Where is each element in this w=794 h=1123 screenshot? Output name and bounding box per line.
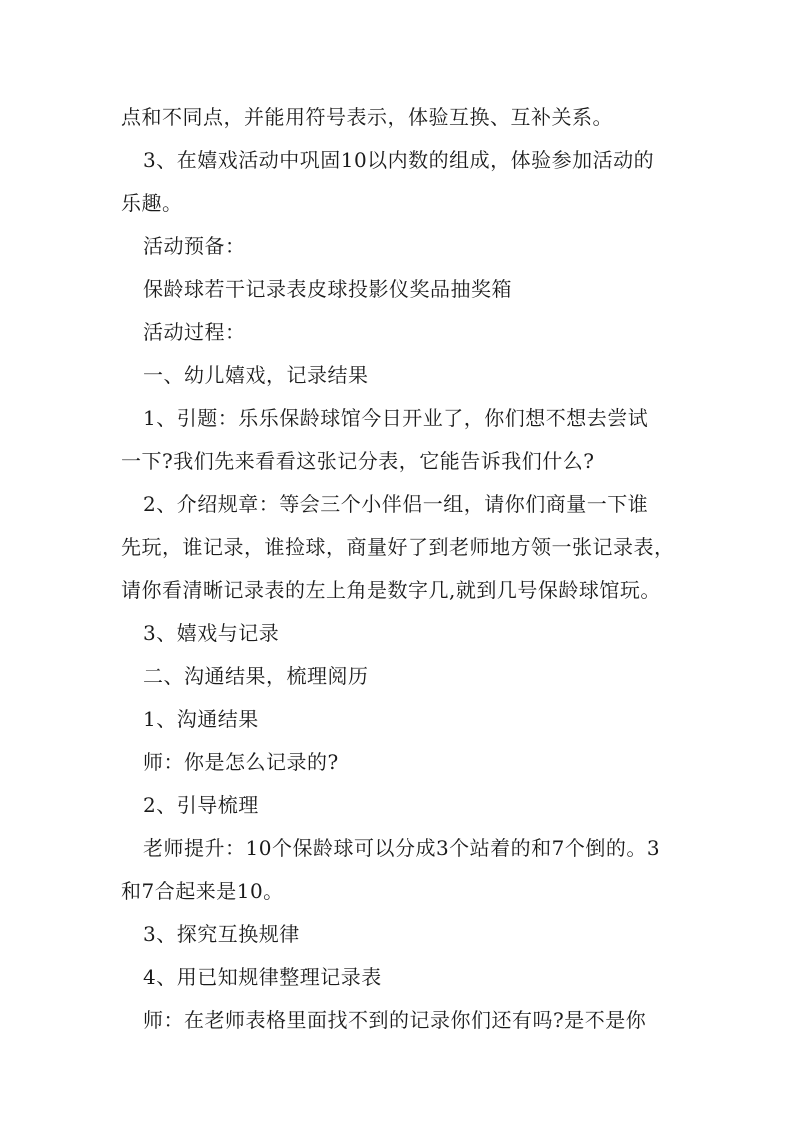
section-heading: 活动预备： bbox=[143, 234, 246, 258]
text-line: 点和不同点，并能用符号表示，体验互换、互补关系。 bbox=[121, 105, 613, 129]
text-line: 2、介绍规章：等会三个小伴侣一组，请你们商量一下谁 bbox=[143, 492, 649, 516]
text-line: 乐趣。 bbox=[121, 191, 183, 215]
text-line: 4、用已知规律整理记录表 bbox=[143, 965, 382, 989]
text-line: 请你看清晰记录表的左上角是数字几,就到几号保龄球馆玩。 bbox=[121, 578, 661, 602]
text-line: 1、沟通结果 bbox=[143, 707, 259, 731]
text-line: 保龄球若干记录表皮球投影仪奖品抽奖箱 bbox=[143, 277, 512, 301]
text-line: 老师提升：10个保龄球可以分成3个站着的和7个倒的。3 bbox=[143, 836, 661, 860]
text-line: 3、在嬉戏活动中巩固10以内数的组成，体验参加活动的 bbox=[143, 148, 655, 172]
text-line: 先玩，谁记录，谁捡球，商量好了到老师地方领一张记录表， bbox=[121, 535, 675, 559]
section-heading: 一、幼儿嬉戏，记录结果 bbox=[143, 363, 369, 387]
text-line: 2、引导梳理 bbox=[143, 793, 259, 817]
section-heading: 二、沟通结果，梳理阅历 bbox=[143, 664, 369, 688]
text-line: 3、嬉戏与记录 bbox=[143, 621, 280, 645]
text-line: 一下?我们先来看看这张记分表，它能告诉我们什么? bbox=[121, 449, 595, 473]
text-line: 和7合起来是10。 bbox=[121, 879, 284, 903]
text-line: 1、引题：乐乐保龄球馆今日开业了，你们想不想去尝试 bbox=[143, 406, 649, 430]
text-line: 师：你是怎么记录的? bbox=[143, 750, 339, 774]
text-line: 师：在老师表格里面找不到的记录你们还有吗?是不是你 bbox=[143, 1008, 647, 1032]
section-heading: 活动过程： bbox=[143, 320, 246, 344]
text-line: 3、探究互换规律 bbox=[143, 922, 300, 946]
